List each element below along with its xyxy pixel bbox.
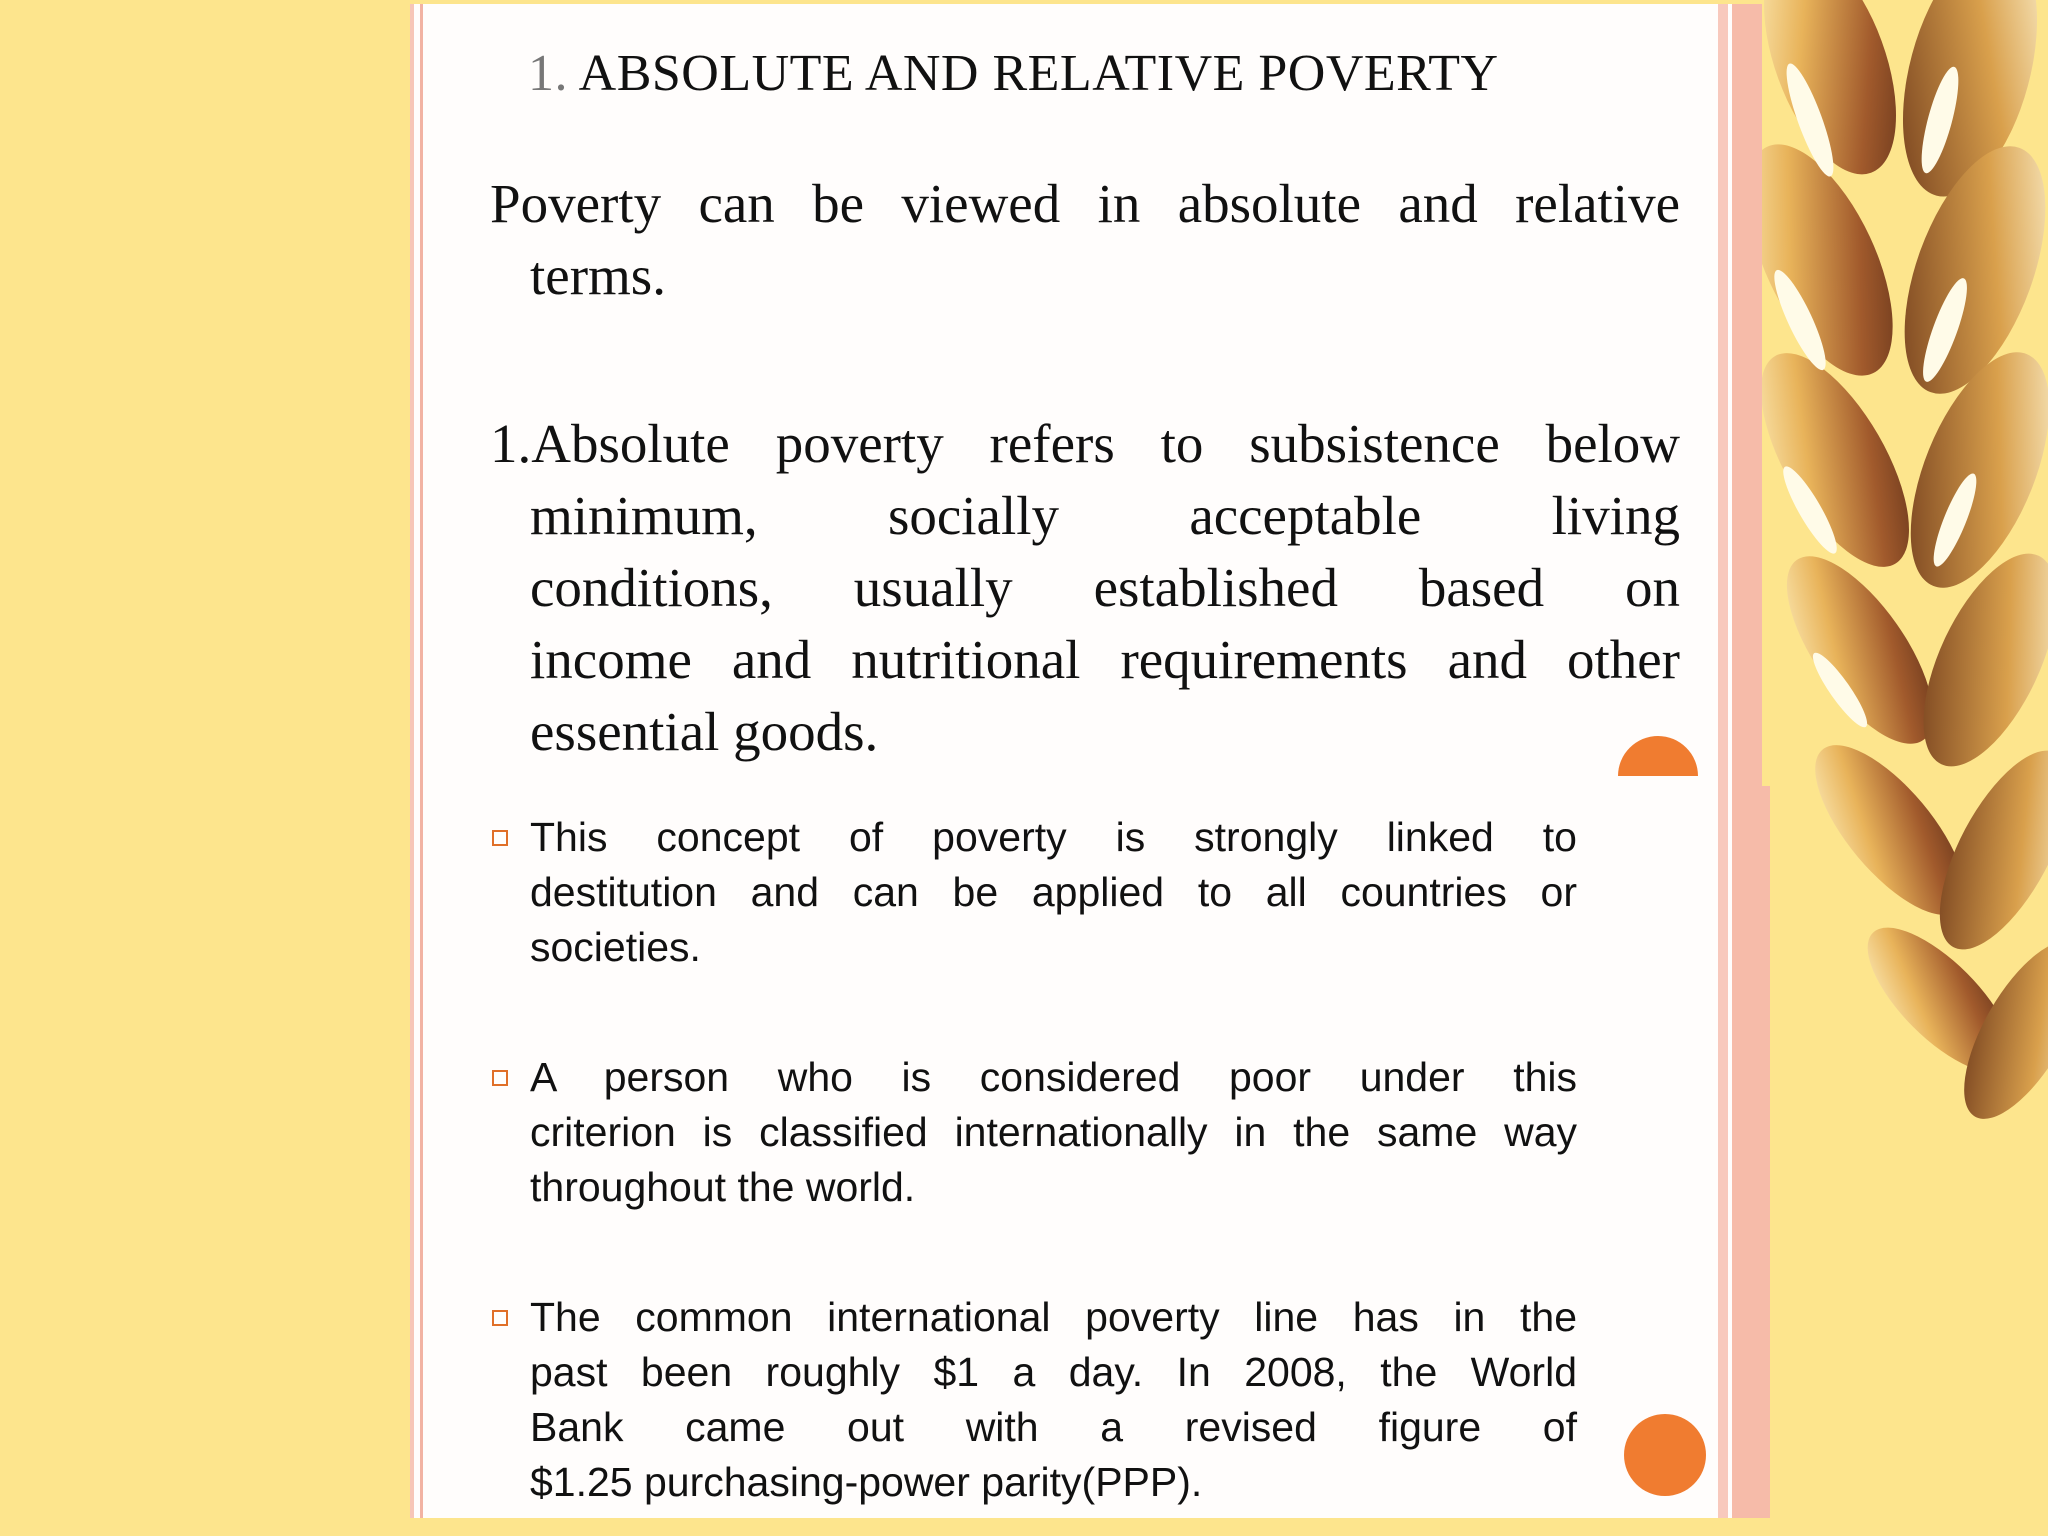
hollow-square-bullet-icon xyxy=(492,1310,508,1326)
orange-dot-icon xyxy=(1624,1414,1706,1496)
bullet-item xyxy=(492,1290,1577,1510)
intro-line: terms. xyxy=(530,245,666,306)
bullet-item xyxy=(492,810,1577,975)
absolute-poverty-definition xyxy=(490,408,1680,768)
wheat-decoration-icon xyxy=(1740,0,2048,1150)
intro-paragraph xyxy=(490,168,1680,312)
title-number: 1. xyxy=(528,45,568,102)
left-border-line-inner xyxy=(420,4,423,1518)
bullet-line: societies. xyxy=(530,924,701,970)
bullet-line: $1.25 purchasing-power parity(PPP). xyxy=(530,1459,1203,1505)
right-border-bottom xyxy=(1712,786,1770,1518)
bullet-line: Bank came out with a revised figure of xyxy=(530,1404,1577,1450)
bullet-item xyxy=(492,1050,1577,1215)
bullet-line: destitution and can be applied to all countries or xyxy=(530,869,1577,915)
intro-line: Poverty can be viewed in absolute and relative xyxy=(490,173,1680,234)
title-text: ABSOLUTE AND RELATIVE POVERTY xyxy=(578,45,1499,102)
hollow-square-bullet-icon xyxy=(492,830,508,846)
bullet-line: throughout the world. xyxy=(530,1164,916,1210)
right-border-top xyxy=(1706,4,1762,786)
bullet-line: criterion is classified internationally in the same way xyxy=(530,1109,1577,1155)
definition-line: 1.Absolute poverty refers to subsistence below xyxy=(490,413,1680,474)
slide-title xyxy=(528,44,1499,103)
left-border-line xyxy=(410,4,414,1518)
definition-line: essential goods. xyxy=(530,701,879,762)
bullet-line: A person who is considered poor under this xyxy=(530,1054,1577,1100)
definition-line: income and nutritional requirements and other xyxy=(530,629,1680,690)
bullet-line: past been roughly $1 a day. In 2008, the World xyxy=(530,1349,1577,1395)
bullet-line: The common international poverty line has in the xyxy=(530,1294,1577,1340)
bullet-line: This concept of poverty is strongly linked to xyxy=(530,814,1577,860)
hollow-square-bullet-icon xyxy=(492,1070,508,1086)
definition-line: minimum, socially acceptable living xyxy=(530,485,1680,546)
definition-line: conditions, usually established based on xyxy=(530,557,1680,618)
